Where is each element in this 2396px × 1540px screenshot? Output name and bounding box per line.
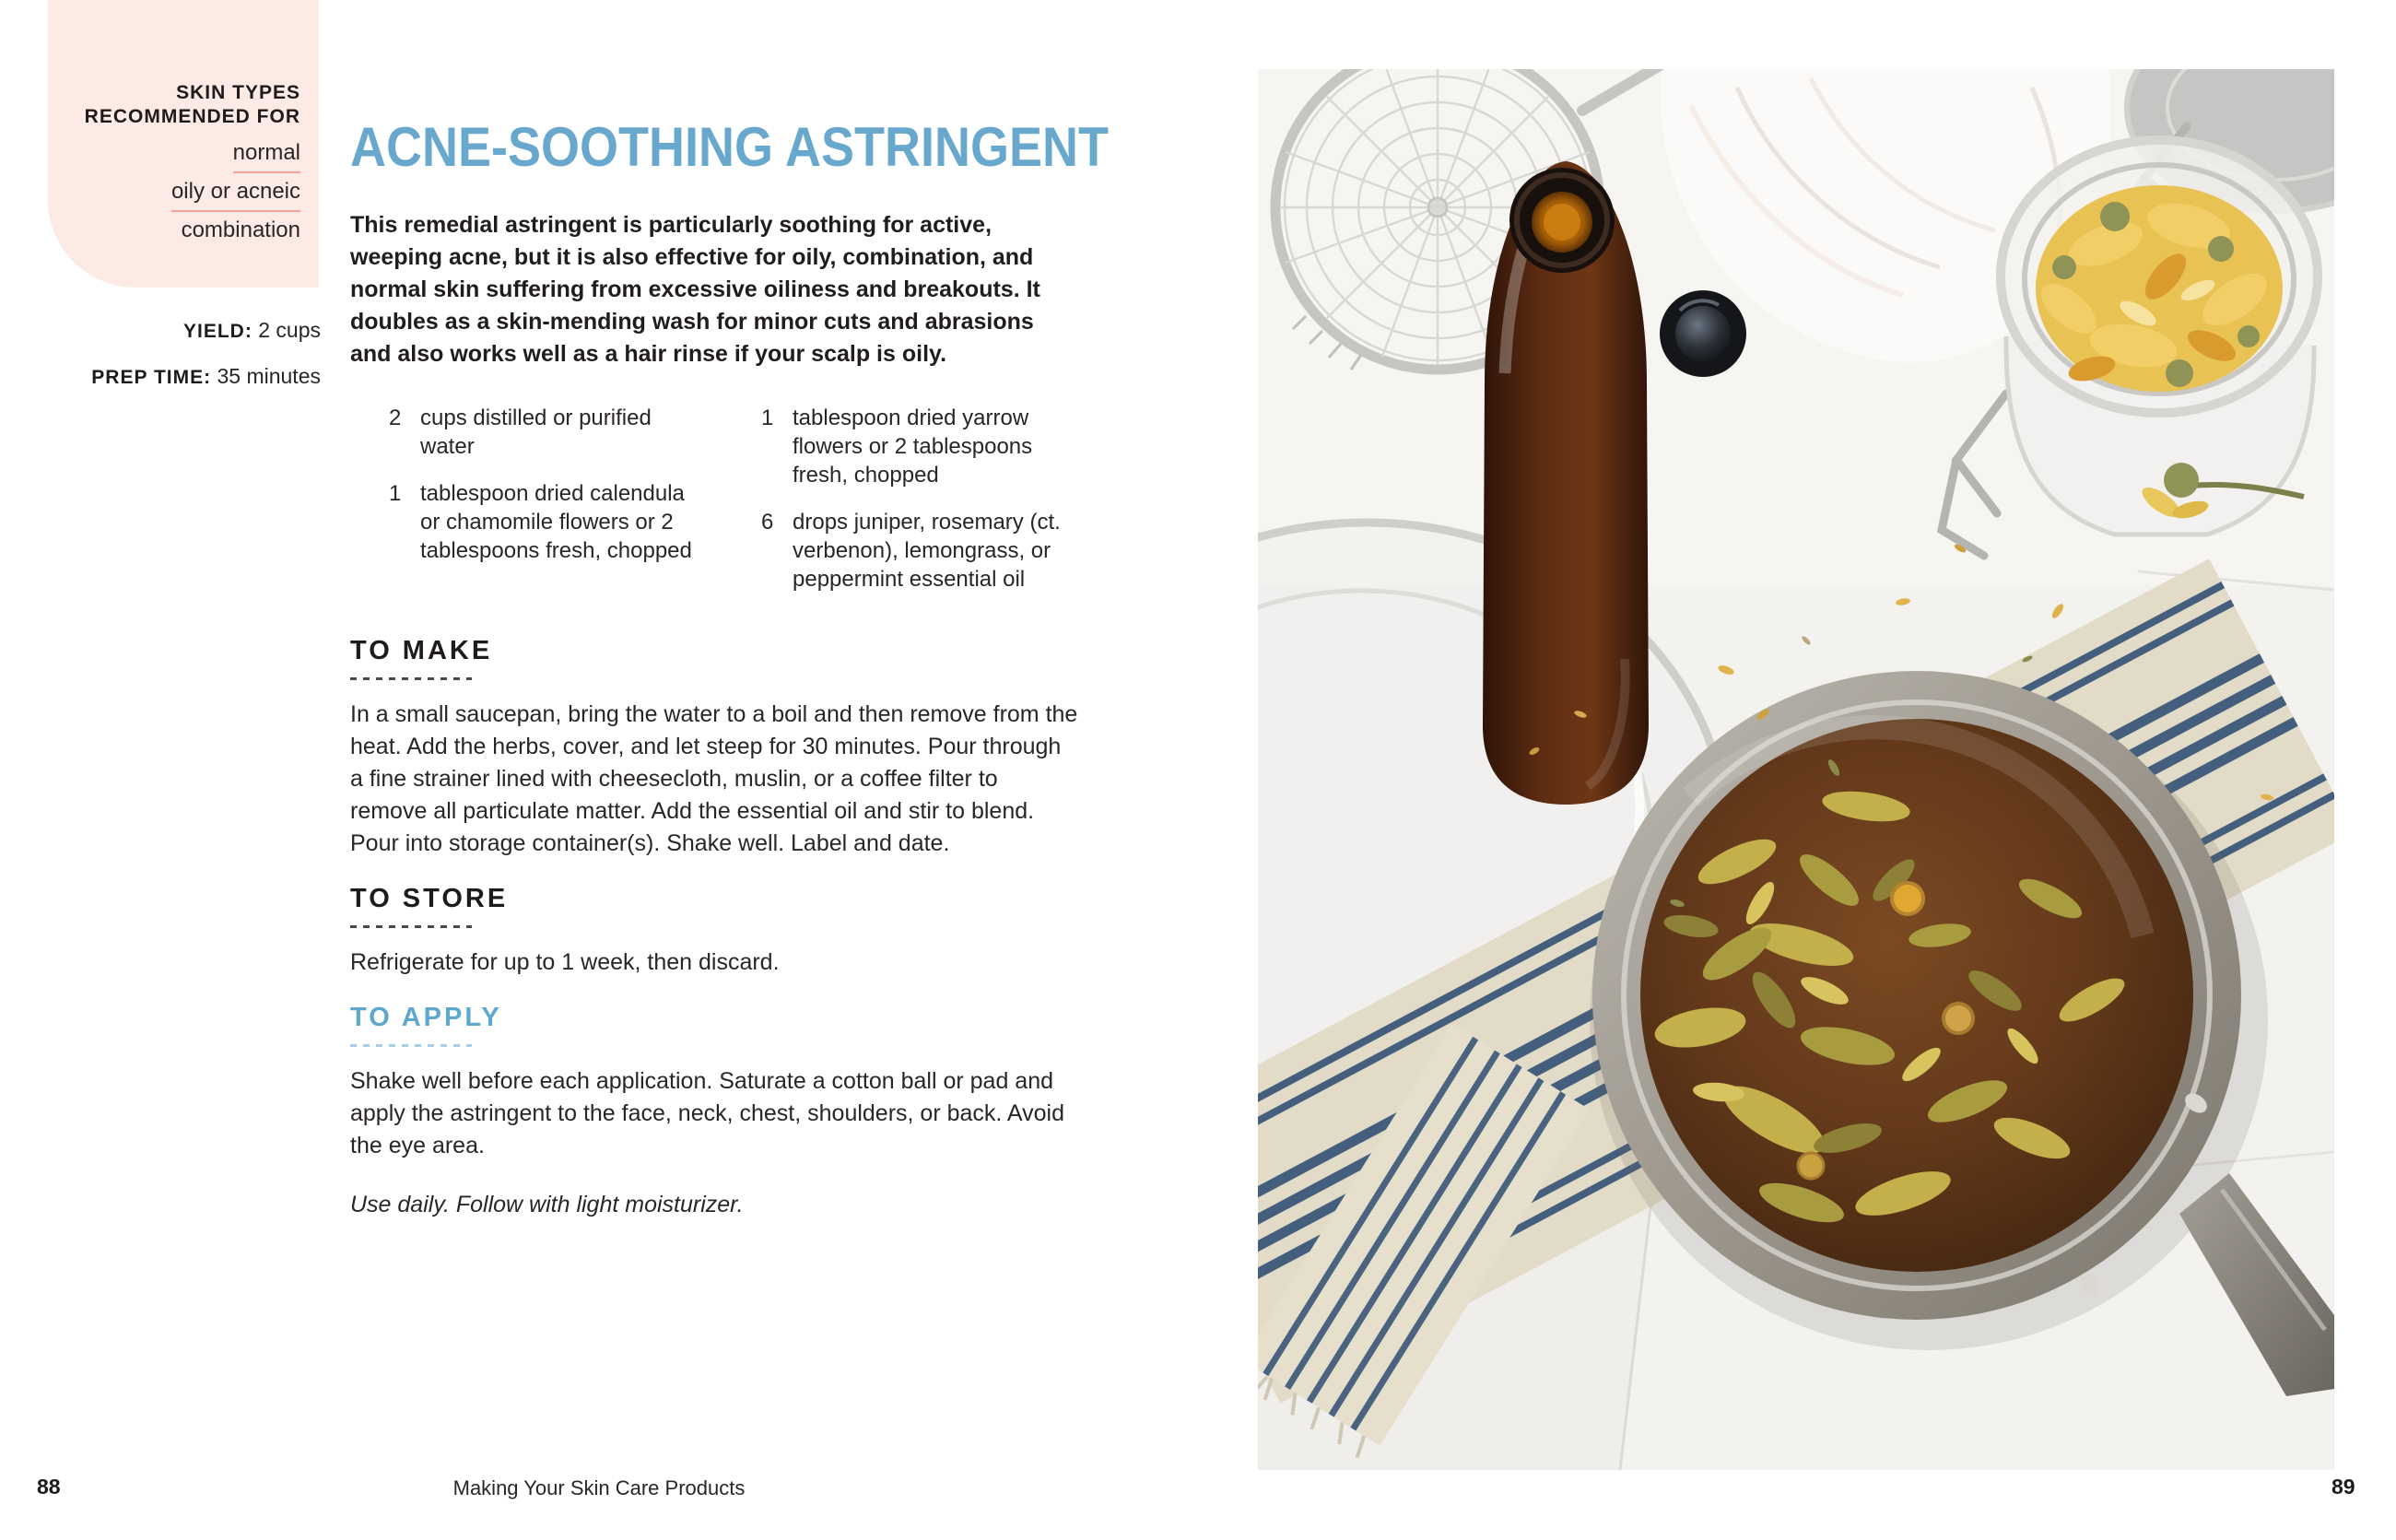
section-body: In a small saucepan, bring the water to a boil and then remove from the heat. Add the herbs, cover, and let steep for 30 minutes. Pour through a fine strainer lined with cheesecloth, muslin, or a coffee filter to remove all particulate matter. Add the essential oil and stir to blend. Pour into storage container(s). Shake well. Label and date. — [350, 701, 1078, 856]
prep-time-label: PREP TIME: — [91, 367, 212, 388]
yield-value: 2 cups — [258, 318, 321, 342]
skin-types-box — [48, 0, 319, 288]
dashed-rule — [350, 925, 472, 928]
usage-note: Use daily. Follow with light moisturizer. — [350, 1192, 744, 1217]
recipe-column — [350, 116, 1110, 1241]
section-body: Shake well before each application. Saturate a cotton ball or pad and apply the astringent to the face, neck, chest, shoulders, or back. Avoid the eye area. — [350, 1068, 1064, 1158]
bottle-cap-icon — [1660, 290, 1746, 377]
skin-types-heading-line1: SKIN TYPES — [176, 82, 300, 103]
skin-type-oily-acneic: oily or acneic — [48, 173, 300, 212]
prep-time-value: 35 minutes — [217, 364, 321, 388]
page-number-right: 89 — [2331, 1475, 2355, 1499]
recipe-intro: This remedial astringent is particularly soothing for active, weeping acne, but it is also effective for oily, combination, and normal skin suffering from excessive oiliness and breakouts. It doubles as a skin-mending wash for minor cuts and abrasions and also works well as a hair rinse if your scalp is oily. — [350, 212, 1040, 367]
photo-illustration — [1258, 69, 2334, 1470]
ingredient-item: 1 tablespoon dried yarrow flowers or 2 tablespoons fresh, chopped — [761, 406, 1033, 488]
recipe-meta — [91, 308, 321, 400]
skin-types-heading — [48, 81, 300, 129]
section-heading: TO APPLY — [350, 1003, 502, 1032]
amber-bottle-icon — [1483, 161, 1649, 805]
ingredient-column-1 — [389, 404, 699, 612]
footer-section-title: Making Your Skin Care Products — [452, 1476, 746, 1499]
skin-type-normal: normal — [48, 135, 300, 173]
skin-type-combination: combination — [181, 217, 300, 242]
section-body: Refrigerate for up to 1 week, then discard. — [350, 949, 780, 975]
section-to-store — [350, 884, 1080, 979]
ingredient-item: 6 drops juniper, rosemary (ct. verbenon), lemongrass, or peppermint essential oil — [761, 510, 1061, 592]
section-heading: TO STORE — [350, 884, 509, 913]
prep-time-row — [91, 354, 321, 400]
dashed-rule — [350, 677, 472, 680]
ingredient-item: 1 tablespoon dried calendula or chamomile flowers or 2 tablespoons fresh, chopped — [389, 481, 692, 563]
ingredient-column-2 — [761, 404, 1080, 612]
recipe-photo — [1258, 69, 2334, 1470]
page-number-left: 88 — [37, 1475, 61, 1499]
ingredient-list — [350, 404, 1080, 612]
yield-label: YIELD: — [183, 321, 253, 342]
skin-types-heading-line2: RECOMMENDED FOR — [84, 106, 300, 127]
yield-row — [91, 308, 321, 354]
section-heading: TO MAKE — [350, 636, 493, 665]
ingredient-item: 2 cups distilled or purified water — [389, 406, 652, 459]
section-to-make — [350, 636, 1080, 860]
recipe-title: ACNE-SOOTHING ASTRINGENT — [350, 116, 1110, 178]
skin-types-list — [48, 135, 300, 248]
dashed-rule — [350, 1044, 472, 1047]
section-to-apply — [350, 1003, 1080, 1162]
